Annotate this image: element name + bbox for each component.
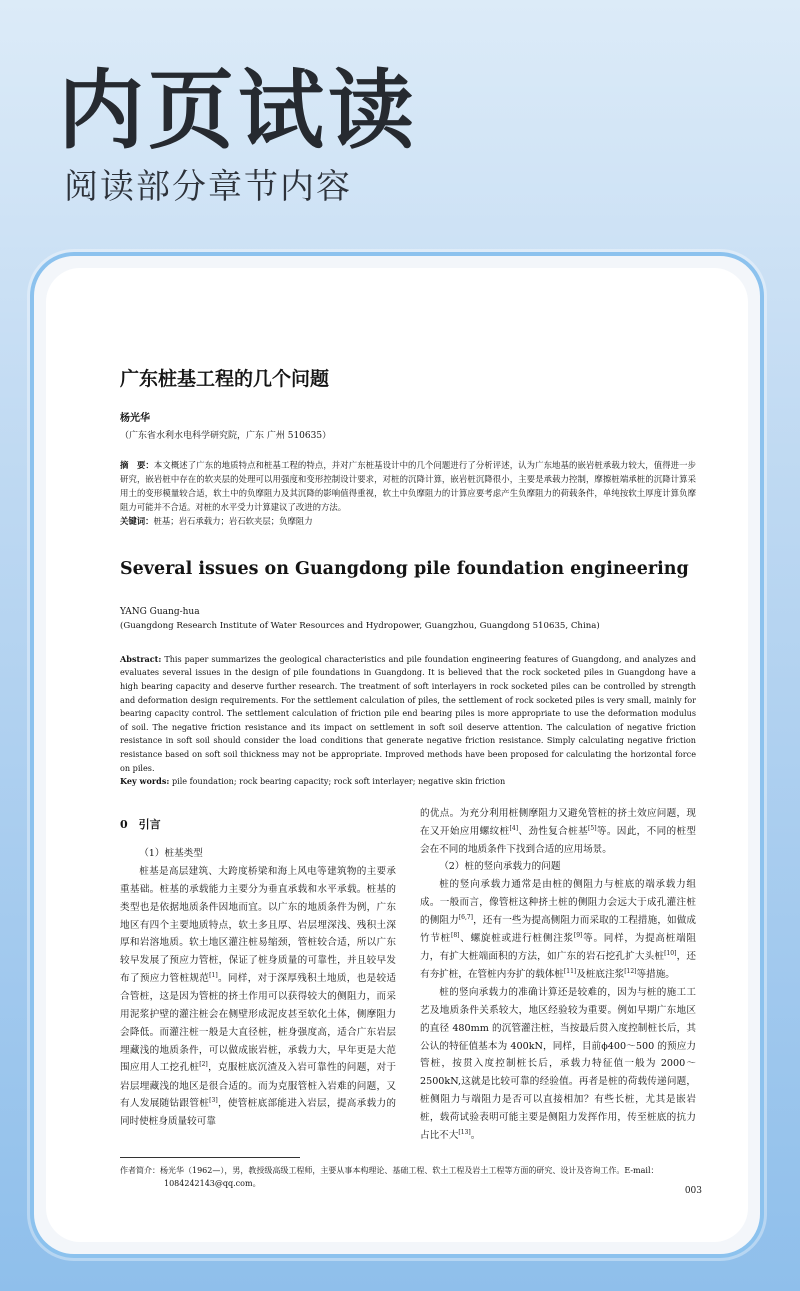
paragraph-text: 的优点。为充分利用桩侧摩阻力又避免管桩的挤土效应问题，现在又开始应用螺纹桩 [420, 807, 696, 837]
chinese-abstract [120, 459, 696, 515]
citation: [6,7] [458, 913, 474, 921]
citation: [2] [199, 1061, 208, 1069]
paragraph-text: ，克服桩底沉渣及入岩可靠性的问题，对于岩层埋藏浅的地区是很合适的。而为克服管桩入岩难的问题，又有人发展随钻跟管桩 [120, 1062, 397, 1110]
document-page [46, 268, 748, 1242]
citation: [3] [209, 1097, 218, 1105]
paragraph-text: 桩的竖向承载力的准确计算还是较难的，因为与桩的施工工艺及地质条件关系较大，地区经验较为重要。例如早期广东地区的直径 480mm 的沉管灌注桩，当按最后贯入度控制桩长后，其公认的特征值基本为 400kN，同样，目前ϕ400～500 的预应力管桩，按贯入度控制桩长后，承载力特征值一般为 2000～2500kN,这就是比较可靠的经验值。再者是桩的荷载传递问题，桩侧阻力与端阻力是否可以直接相加？有些长桩，尤其是嵌岩桩，载荷试验表明可能主要是侧阻力发挥作用，传至桩底的抗力占比不大 [420, 987, 696, 1142]
citation: [8] [451, 931, 460, 939]
paragraph-text: 桩基是高层建筑、大跨度桥梁和海上风电等建筑物的主要承重基础。桩基的承载能力主要分为垂直承载和水平承载。桩基的类型也是依据地质条件因地而宜。以广东的地质条件为例，广东地区有四个主要地质特点，软土多且厚、岩层埋深浅、残积土深厚和岩溶地质。软土地区灌注桩易缩颈，管桩较合适，所以广东较早发展了预应力管桩，保证了桩身质量的可靠性，并且较早发布了预应力管桩规范 [120, 866, 396, 985]
left-column [120, 805, 396, 1145]
body-columns [120, 805, 696, 1145]
chinese-title: 广东桩基工程的几个问题 [120, 368, 330, 390]
paragraph [420, 876, 696, 984]
keywords-text: 桩基；岩石承载力；岩石软夹层；负摩阻力 [153, 515, 313, 526]
english-abstract-label: Abstract: [120, 653, 162, 664]
citation: [13] [458, 1128, 471, 1136]
preview-card [30, 252, 764, 1258]
author-affiliation: （广东省水利水电科学研究院，广东 广州 510635） [120, 431, 332, 441]
paragraph-text: 。同样，对于深厚残积土地质，也是较适合管桩，这是因为管桩的挤土作用可以获得较大的侧阻力，而采用泥浆护壁的灌注桩会在侧壁形成泥皮甚至软化土体，侧摩阻力会降低。而灌注桩一般是大直径桩，桩身强度高，适合广东岩层埋藏浅的地质条件，可以做成嵌岩桩，承载力大，早年更是大范围应用人工挖孔桩 [120, 973, 397, 1074]
chinese-keywords [120, 515, 696, 529]
citation: [10] [664, 950, 677, 958]
citation: [4] [509, 824, 519, 832]
paragraph-text: 等。因此，不同的桩型会在不同的地质条件下找到合适的应用场景。 [420, 825, 697, 855]
paragraph-text: 等。同样，为提高桩端阻力，有扩大桩端面积的方法，如广东的岩石挖孔扩大头桩 [420, 933, 697, 963]
english-abstract [120, 653, 696, 775]
english-keywords [120, 775, 696, 789]
abstract-text: 本文概述了广东的地质特点和桩基工程的特点，并对广东桩基设计中的几个问题进行了分析评述，认为广东地基的嵌岩桩承载力较大，值得进一步研究，嵌岩桩中存在的软夹层的处理可以用强度和变形控制设计要求，对桩的沉降计算，嵌岩桩沉降很小，主要是承载力控制，摩擦桩端承桩的沉降计算采用土的变形模量较合适，软土中的负摩阻力及其沉降的影响值得重视，软土中负摩阻力的计算应要考虑产生负摩阻力的荷载条件，单纯按软土厚度计算负摩阻力可能并不合适。对桩的水平受力计算建议了改进的方法。 [120, 460, 696, 512]
paragraph [120, 863, 396, 1131]
english-abstract-text: This paper summarizes the geological characteristics and pile foundation engineering features of Guangdong, and analyzes and evaluates several issues in the design of pile foundations in Guangdong. It is believed that the rock socketed piles in Guangdong have a high bearing capacity and deserve further research. The treatment of soft interlayers in rock socketed piles can be controlled by strength and deformation design requirements. For the settlement calculation of piles, the settlement of rock socketed piles is very small, mainly for bearing capacity control. The settlement calculation of friction pile end bearing piles is more appropriate to use the deformation modulus of soil. The negative friction resistance and its impact on settlement in soft soil deserve attention. The calculation of negative friction resistance in soft soil should consider the load conditions that generate negative friction resistance. Simply calculating negative friction resistance based on soft soil thickness may not be appropriate. Improved methods have been proposed for calculating the horizontal force on piles. [120, 653, 696, 773]
subheading-pile-types: （1）桩基类型 [139, 848, 203, 860]
citation: [5] [588, 824, 597, 832]
english-keywords-text: pile foundation; rock bearing capacity; rock soft interlayer; negative skin friction [169, 776, 506, 787]
paper-content [120, 364, 696, 1191]
abstract-label: 摘 要： [120, 460, 154, 470]
footnote-text: 作者简介：杨光华（1962—），男，教授级高级工程师，主要从事本构理论、基础工程、软土工程及岩土工程等方面的研究、设计及咨询工作。E-mail： [120, 1165, 659, 1175]
english-keywords-label: Key words: [120, 776, 170, 787]
banner-title: 内页试读 [58, 61, 418, 161]
footnote-divider [120, 1157, 300, 1158]
paragraph-text: 桩的竖向承载力通常是由桩的侧阻力与桩底的端承载力组成。一般而言，像管桩这种挤土桩的侧阻力会远大于成孔灌注桩的侧阻力 [420, 879, 696, 927]
citation: [12] [624, 968, 637, 976]
right-column [420, 805, 696, 1145]
paragraph [420, 984, 696, 1145]
english-affiliation: (Guangdong Research Institute of Water Resources and Hydropower, Guangzhou, Guangdong 510635, China) [120, 620, 600, 631]
paragraph-text: ，还有一些为提高侧阻力而采取的工程措施，如做成竹节桩 [420, 915, 697, 945]
english-title: Several issues on Guangdong pile foundation engineering [120, 558, 689, 579]
paragraph [420, 805, 696, 859]
footnote-email: 1084242143@qq.com。 [164, 1179, 261, 1189]
page-number: 003 [684, 1186, 702, 1196]
citation: [1] [209, 972, 218, 980]
paragraph-text: 等措施。 [636, 969, 675, 981]
paragraph-text: ，还有夯扩桩，在管桩内夯扩的载体桩 [420, 951, 696, 981]
keywords-label: 关键词： [120, 515, 154, 526]
banner-subtitle: 阅读部分章节内容 [64, 167, 352, 207]
paragraph-text: 、劲性复合桩基 [518, 825, 589, 837]
paragraph-text: 、螺旋桩或进行桩侧注浆 [459, 933, 574, 945]
paragraph-text: 。 [470, 1130, 481, 1142]
subheading-vertical-capacity: （2）桩的竖向承载力的问题 [439, 861, 561, 873]
paragraph-text: ，使管桩底部能进入岩层，提高承载力的同时使桩身质量较可靠 [120, 1098, 397, 1128]
section-heading: 0 引言 [120, 817, 161, 831]
author-footnote [120, 1164, 696, 1191]
author-name: 杨光华 [120, 413, 150, 424]
citation: [9] [573, 931, 583, 939]
english-author: YANG Guang-hua [120, 606, 200, 617]
paragraph-text: 及桩底注浆 [576, 969, 625, 981]
citation: [11] [563, 968, 577, 976]
